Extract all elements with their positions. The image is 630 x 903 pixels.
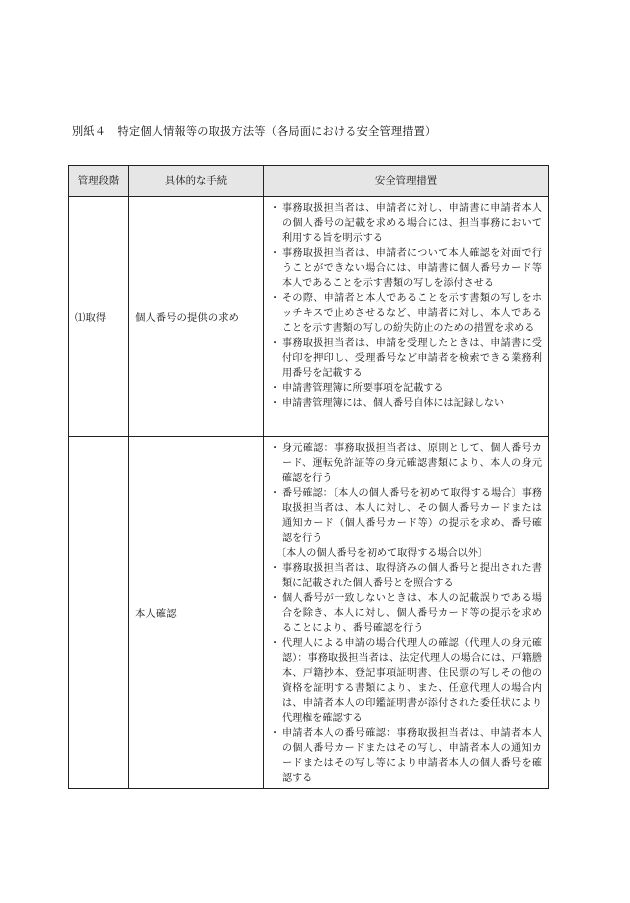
table-row (69, 197, 549, 437)
measure-item: ・ 事務取扱担当者は、申請者に対し、申請書に申請者本人の個人番号の記載を求める場合には、担当事務において利用する旨を明示する (272, 201, 542, 246)
table-row (69, 437, 549, 789)
header-management-stage: 管理段階 (69, 166, 129, 197)
stage-cell (69, 437, 129, 789)
measures-cell (264, 437, 549, 789)
page-title: 別紙４ 特定個人情報等の取扱方法等（各局面における安全管理措置） (72, 125, 437, 138)
measure-item: ・ 事務取扱担当者は、申請を受理したときは、申請書に受付印を押印し、受理番号など申請者を検索できる業務利用番号を記載する (272, 336, 542, 381)
measures-list (272, 441, 542, 786)
measures-cell (264, 197, 549, 437)
measure-item: 〔本人の個人番号を初めて取得する場合以外〕 (276, 548, 488, 559)
table-header-row (69, 166, 549, 197)
measure-item: ・ 申請者本人の番号確認：事務取扱担当者は、申請者本人の個人番号カードまたはその写し、申請者本人の通知カードまたはその写し等により申請者本人の個人番号を確認する (272, 726, 542, 786)
measure-item: ・ 事務取扱担当者は、申請者について本人確認を対面で行うことができない場合には、申請書に個人番号カード等本人であることを示す書類の写しを添付させる (272, 246, 542, 291)
measure-item: ・ 申請書管理簿には、個人番号自体には記録しない (272, 396, 542, 411)
measures-list (272, 201, 542, 411)
procedure-cell: 個人番号の提供の求め (129, 197, 264, 437)
procedure-cell: 本人確認 (129, 437, 264, 789)
measure-item: ・ 身元確認：事務取扱担当者は、原則として、個人番号カード、運転免許証等の身元確認書類により、本人の身元確認を行う (272, 441, 542, 486)
measure-item: ・ 申請書管理簿に所要事項を記載する (272, 381, 542, 396)
measure-item: ・ 事務取扱担当者は、取得済みの個人番号と提出された書類に記載された個人番号とを照合する (272, 561, 542, 591)
handling-methods-table (68, 165, 549, 789)
measure-item: ・ 代理人による申請の場合代理人の確認（代理人の身元確認）：事務取扱担当者は、法定代理人の場合には、戸籍謄本、戸籍抄本、登記事項証明書、住民票の写しその他の資格を証明する書類により、また、任意代理人の場合内は、申請者本人の印鑑証明書が添付された委任状により代理権を確認する (272, 636, 542, 726)
header-safety-measures: 安全管理措置 (264, 166, 549, 197)
header-specific-procedure: 具体的な手続 (129, 166, 264, 197)
measure-item: ・ その際、申請者と本人であることを示す書類の写しをホッチキスで止めさせるなど、申請者に対し、本人であることを示す書類の写しの紛失防止のための措置を求める (272, 291, 542, 336)
stage-cell: ⑴取得 (69, 197, 129, 437)
measure-item: ・ 番号確認：〔本人の個人番号を初めて取得する場合〕事務取扱担当者は、本人に対し、その個人番号カードまたは通知カード（個人番号カード等）の提示を求め、番号確認を行う (272, 486, 542, 546)
measure-item: ・ 個人番号が一致しないときは、本人の記載誤りである場合を除き、本人に対し、個人番号カード等の提示を求めることにより、番号確認を行う (272, 591, 542, 636)
